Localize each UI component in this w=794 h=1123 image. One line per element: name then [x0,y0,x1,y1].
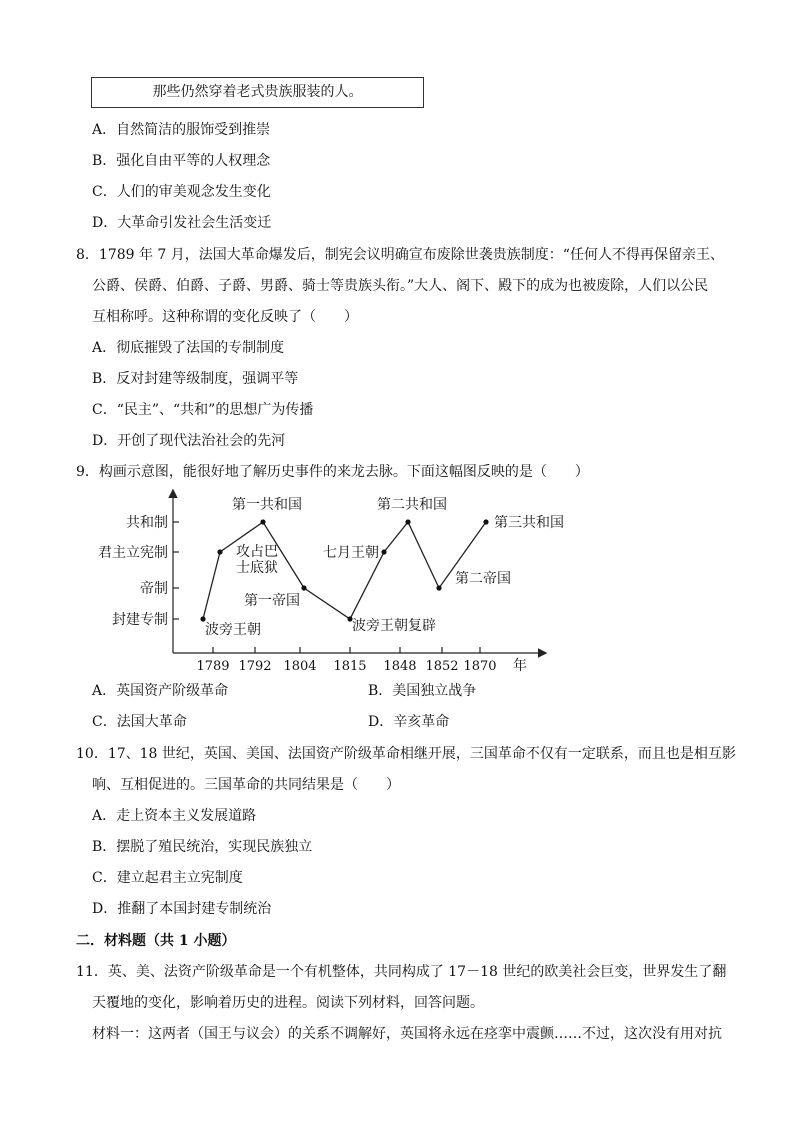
data-point [483,519,488,524]
x-tick-label: 1852 [425,659,459,674]
point-label: 攻占巴 [236,544,278,560]
q9-option-d: D．辛亥革命 [368,714,450,730]
q9-stem: 9．构画示意图，能很好地了解历史事件的来龙去脉。下面这幅图反映的是（ ） [76,464,589,480]
data-point [217,549,222,554]
q8-stem-line-3: 互相称呼。这种称谓的变化反映了（ ） [92,309,358,325]
point-label: 波旁王朝复辟 [352,618,436,634]
point-label: 第一帝国 [244,593,300,609]
point-label: 波旁王朝 [205,622,261,638]
point-label: 第二共和国 [377,497,447,513]
q10-option-d: D．推翻了本国封建专制统治 [92,901,272,917]
q8-stem-line-2: 公爵、侯爵、伯爵、子爵、男爵、骑士等贵族头衔。”大人、阁下、殿下的成为也被废除，人们以公民 [92,278,709,294]
q10-option-b: B．摆脱了殖民统治，实现民族独立 [92,839,313,855]
q7-option-b: B．强化自由平等的人权理念 [92,153,271,169]
q10-option-c: C．建立起君主立宪制度 [92,870,243,886]
data-point [301,585,306,590]
x-unit-label: 年 [513,658,527,674]
q7-option-c: C．人们的审美观念发生变化 [92,184,271,200]
y-tick-label: 共和制 [126,515,168,531]
point-label: 第一共和国 [232,497,302,513]
q9-option-c: C．法国大革命 [92,714,187,730]
data-point [200,616,205,621]
q11-stem-line-1: 11．英、美、法资产阶级革命是一个有机整体，共同构成了 17－18 世纪的欧美社会巨变，世界发生了翻 [76,964,727,980]
quote-box [91,77,424,108]
y-tick-label: 帝制 [140,581,168,597]
q10-stem-line-1: 10．17、18 世纪，英国、美国、法国资产阶级革命相继开展，三国革命不仅有一定联系，而且也是相互影 [76,746,736,762]
x-tick-label: 1804 [283,659,317,674]
data-point [381,549,386,554]
quote-text: 那些仍然穿着老式贵族服装的人。 [152,84,363,100]
section-2-title: 二．材料题（共 1 小题） [76,933,236,949]
x-tick-label: 1848 [383,659,417,674]
q8-stem-line-1: 8．1789 年 7 月，法国大革命爆发后，制宪会议明确宣布废除世袭贵族制度：“任何人不得再保留亲王、 [76,247,724,263]
y-tick-label: 君主立宪制 [98,545,168,561]
point-label: 七月王朝 [323,545,379,561]
data-point [436,585,441,590]
point-label: 第三共和国 [494,515,564,531]
q8-option-c: C．“民主”、“共和”的思想广为传播 [92,402,314,418]
y-tick-label: 封建专制 [112,612,168,628]
q7-option-a: A．自然简洁的服饰受到推崇 [92,122,271,138]
q10-stem-line-2: 响、互相促进的。三国革命的共同结果是（ ） [92,777,400,793]
q10-option-a: A．走上资本主义发展道路 [92,808,257,824]
q8-option-d: D．开创了现代法治社会的先河 [92,433,286,449]
history-timeline-chart [95,485,564,675]
x-tick-label: 1792 [238,659,272,674]
x-tick-label: 1870 [463,659,497,674]
point-label: 士底狱 [236,560,278,576]
q11-material-1: 材料一：这两者（国王与议会）的关系不调解好，英国将永远在痉挛中震颤……不过，这次没有用对抗 [92,1026,722,1042]
x-tick-label: 1789 [196,659,230,674]
x-tick-label: 1815 [333,659,367,674]
data-point [260,519,265,524]
q11-stem-line-2: 天覆地的变化，影响着历史的进程。阅读下列材料，回答问题。 [92,995,484,1011]
q9-option-a: A．英国资产阶级革命 [92,683,229,699]
q9-option-b: B．美国独立战争 [368,683,477,699]
q8-option-b: B．反对封建等级制度，强调平等 [92,371,299,387]
data-point [405,519,410,524]
point-label: 第二帝国 [455,571,511,587]
q7-option-d: D．大革命引发社会生活变迁 [92,215,272,231]
q8-option-a: A．彻底摧毁了法国的专制制度 [92,340,285,356]
